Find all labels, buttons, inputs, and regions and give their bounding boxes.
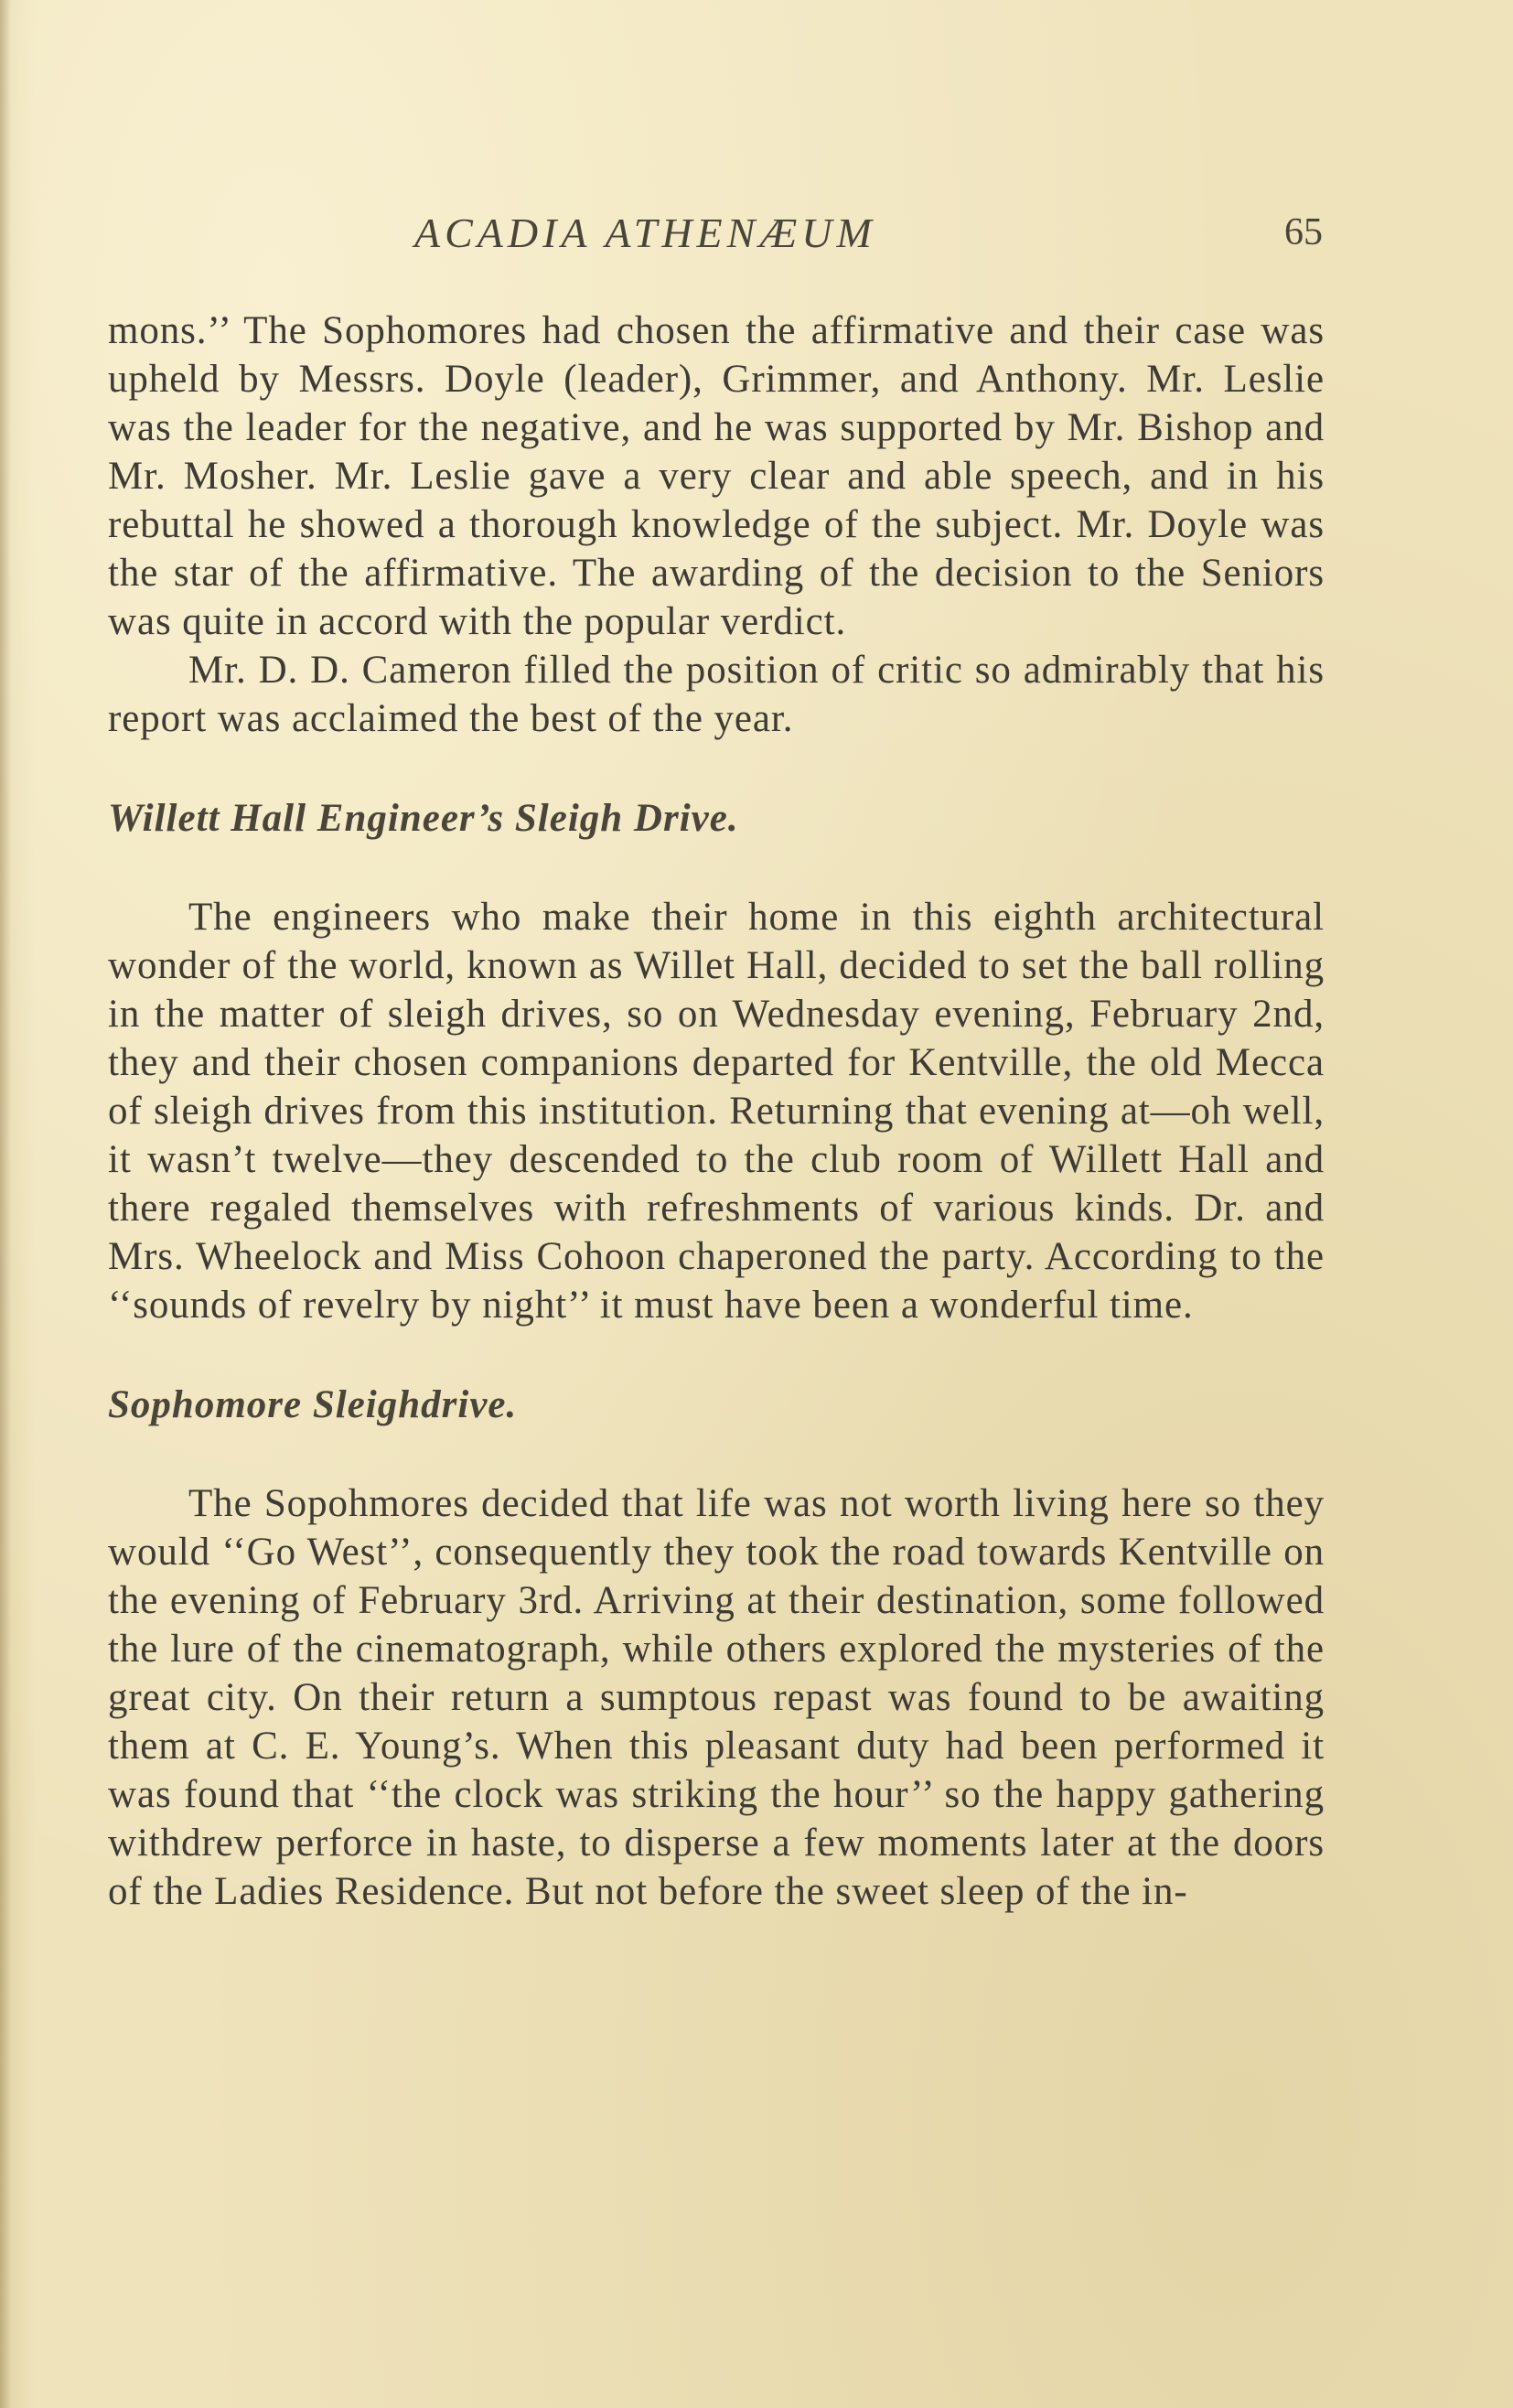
page-number: 65 <box>1284 211 1323 253</box>
journal-title: ACADIA ATHENÆUM <box>414 210 876 256</box>
section-heading-engineers-sleigh-drive: Willett Hall Engineer’s Sleigh Drive. <box>108 797 739 840</box>
paragraph-debate-result: mons.’’ The Sophomores had chosen the affirmative and their case was upheld by Messrs. Doyle (leader), Grimmer, and Anthony. Mr. Leslie was the leader for the negative, and he was supported by Mr. Bishop and Mr. Mosher. Mr. Leslie gave a very clear and able speech, and in his rebuttal he showed a thorough knowledge of the subject. Mr. Doyle was the star of the affirmative. The awarding of the decision to the Seniors was quite in accord with the popular verdict. <box>108 309 1325 643</box>
section-heading-sophomore-sleighdrive: Sophomore Sleighdrive. <box>108 1383 518 1426</box>
paragraph-sophomore-sleighdrive: The Sopohmores decided that life was not worth living here so they would ‘‘Go West’’, consequently they took the road towards Kentville on the evening of February 3rd. Arriving at their destination, some followed the lure of the cinematograph, while others explored the mysteries of the great city. On their return a sumptous repast was found to be awaiting them at C. E. Young’s. When this pleasant duty had been performed it was found that ‘‘the clock was striking the hour’’ so the happy gathering withdrew perforce in haste, to disperse a few moments later at the doors of the Ladies Residence. But not before the sweet sleep of the in- <box>108 1482 1325 1913</box>
text-column <box>108 306 1325 1916</box>
paragraph-engineers-sleigh-drive: The engineers who make their home in this eighth architectural wonder of the world, known as Willet Hall, decided to set the ball rolling in the matter of sleigh drives, so on Wednesday evening, February 2nd, they and their chosen companions departed for Kentville, the old Mecca of sleigh drives from this institution. Returning that evening at—oh well, it wasn’t twelve—they descended to the club room of Willett Hall and there regaled themselves with refreshments of various kinds. Dr. and Mrs. Wheelock and Miss Cohoon chaperoned the party. According to the ‘‘sounds of revelry by night’’ it must have been a wonderful time. <box>108 896 1325 1327</box>
page-edge-stain <box>0 0 11 2408</box>
paragraph-critic: Mr. D. D. Cameron filled the position of critic so admirably that his report was acclaimed the best of the year. <box>108 649 1325 740</box>
running-header <box>0 209 1513 273</box>
